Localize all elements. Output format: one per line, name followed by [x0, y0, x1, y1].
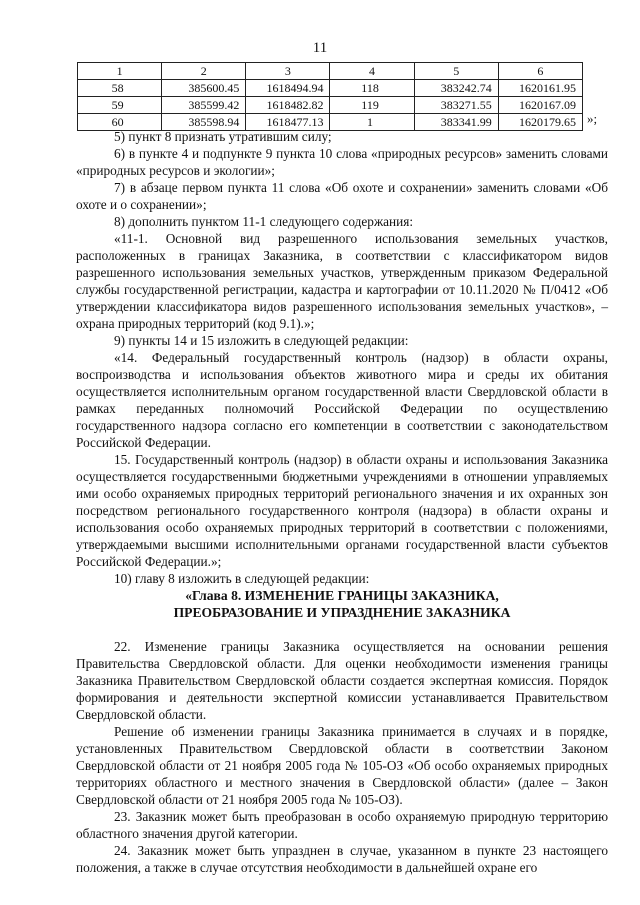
table-header-cell: 4 [330, 63, 414, 80]
paragraph-clause-11-1: «11-1. Основной вид разрешенного использования земельных участков, расположенных в границах Заказника, в соответствии с классификатором видов разрешенного использования земельных участков, утвержденным приказом Федеральной службы государственной регистрации, кадастра и картографии от 10.11.2020 № П/0412 «Об утверждении классификатора видов разрешенного использования земельных участков», – охрана природных территорий (код 9.1).»; [76, 231, 608, 331]
spacer [76, 621, 608, 638]
table-header-cell: 3 [246, 63, 330, 80]
chapter-heading-line-1: «Глава 8. ИЗМЕНЕНИЕ ГРАНИЦЫ ЗАКАЗНИКА, [185, 588, 499, 603]
table-cell: 383242.74 [414, 80, 498, 97]
coordinates-table [77, 62, 583, 131]
table-cell: 383271.55 [414, 97, 498, 114]
paragraph-item-10: 10) главу 8 изложить в следующей редакции: [114, 571, 370, 586]
table-cell: 58 [78, 80, 162, 97]
table-cell: 1620161.95 [498, 80, 582, 97]
table-cell: 1620179.65 [498, 114, 582, 131]
paragraph-clause-23: 23. Заказник может быть преобразован в особо охраняемую природную территорию областного значения другой категории. [76, 809, 608, 841]
table-cell: 385599.42 [162, 97, 246, 114]
table-cell: 1 [330, 114, 414, 131]
table-cell: 383341.99 [414, 114, 498, 131]
table-cell: 385600.45 [162, 80, 246, 97]
paragraph-item-7: 7) в абзаце первом пункта 11 слова «Об охоте и сохранении» заменить словами «Об охоте и о сохранении»; [76, 180, 608, 212]
table-header-row [78, 63, 583, 80]
table-header-cell: 5 [414, 63, 498, 80]
table-cell: 1618494.94 [246, 80, 330, 97]
paragraph-clause-24: 24. Заказник может быть упразднен в случае, указанном в пункте 23 настоящего положения, а также в случае отсутствия необходимости в дальнейшей охране его [76, 843, 608, 875]
page-number: 11 [312, 40, 328, 56]
paragraph-boundary-decision: Решение об изменении границы Заказника принимается в случаях и в порядке, установленных Правительством Свердловской области в соответствии Законом Свердловской области от 21 ноября 2005 года № 105-ОЗ «Об особо охраняемых природных территориях областного и местного значения в Свердловской области» (далее – Закон Свердловской области от 21 ноября 2005 года № 105-ОЗ). [76, 724, 608, 807]
paragraph-clause-22: 22. Изменение границы Заказника осуществляется на основании решения Правительства Свердловской области. Для оценки необходимости изменения границы Заказника Правительством Свердловской области создается экспертная комиссия. Порядок формирования и деятельности экспертной комиссии устанавливается Правительством Свердловской области. [76, 639, 608, 722]
table-header-cell: 6 [498, 63, 582, 80]
table-closing-quote: »; [587, 111, 598, 126]
table-row [78, 80, 583, 97]
paragraph-clause-15: 15. Государственный контроль (надзор) в области охраны и использования Заказника осуществляется государственными бюджетными учреждениями в отношении управляемых ими особо охраняемых природных территорий регионального значения и их охранных зон посредством регионального государственного контроля (надзора) в области охраны и использования особо охраняемых природных территорий в соответствии с положениями, утверждаемыми высшими исполнительными органами государственной власти субъектов Российской Федерации.»; [76, 452, 608, 569]
paragraph-item-9: 9) пункты 14 и 15 изложить в следующей редакции: [114, 333, 409, 348]
table-row [78, 97, 583, 114]
table-cell: 119 [330, 97, 414, 114]
table-cell: 60 [78, 114, 162, 131]
document-body [76, 128, 608, 876]
table-cell: 59 [78, 97, 162, 114]
table-cell: 1618477.13 [246, 114, 330, 131]
table-cell: 118 [330, 80, 414, 97]
table-cell: 1618482.82 [246, 97, 330, 114]
chapter-heading-line-2: ПРЕОБРАЗОВАНИЕ И УПРАЗДНЕНИЕ ЗАКАЗНИКА [173, 605, 511, 620]
table-cell: 1620167.09 [498, 97, 582, 114]
paragraph-item-5: 5) пункт 8 признать утратившим силу; [114, 129, 332, 144]
paragraph-item-6: 6) в пункте 4 и подпункте 9 пункта 10 слова «природных ресурсов» заменить словами «природных ресурсов и экологии»; [76, 146, 608, 178]
paragraph-clause-14: «14. Федеральный государственный контроль (надзор) в области охраны, воспроизводства и использования объектов животного мира и среды их обитания осуществляется исполнительным органом государственной власти Свердловской области в рамках переданных полномочий Российской Федерации по осуществлению государственного надзора согласно его компетенции в соответствии с законодательством Российской Федерации. [76, 350, 608, 450]
table-cell: 385598.94 [162, 114, 246, 131]
table-header-cell: 1 [78, 63, 162, 80]
paragraph-item-8: 8) дополнить пунктом 11-1 следующего содержания: [114, 214, 414, 229]
table-header-cell: 2 [162, 63, 246, 80]
